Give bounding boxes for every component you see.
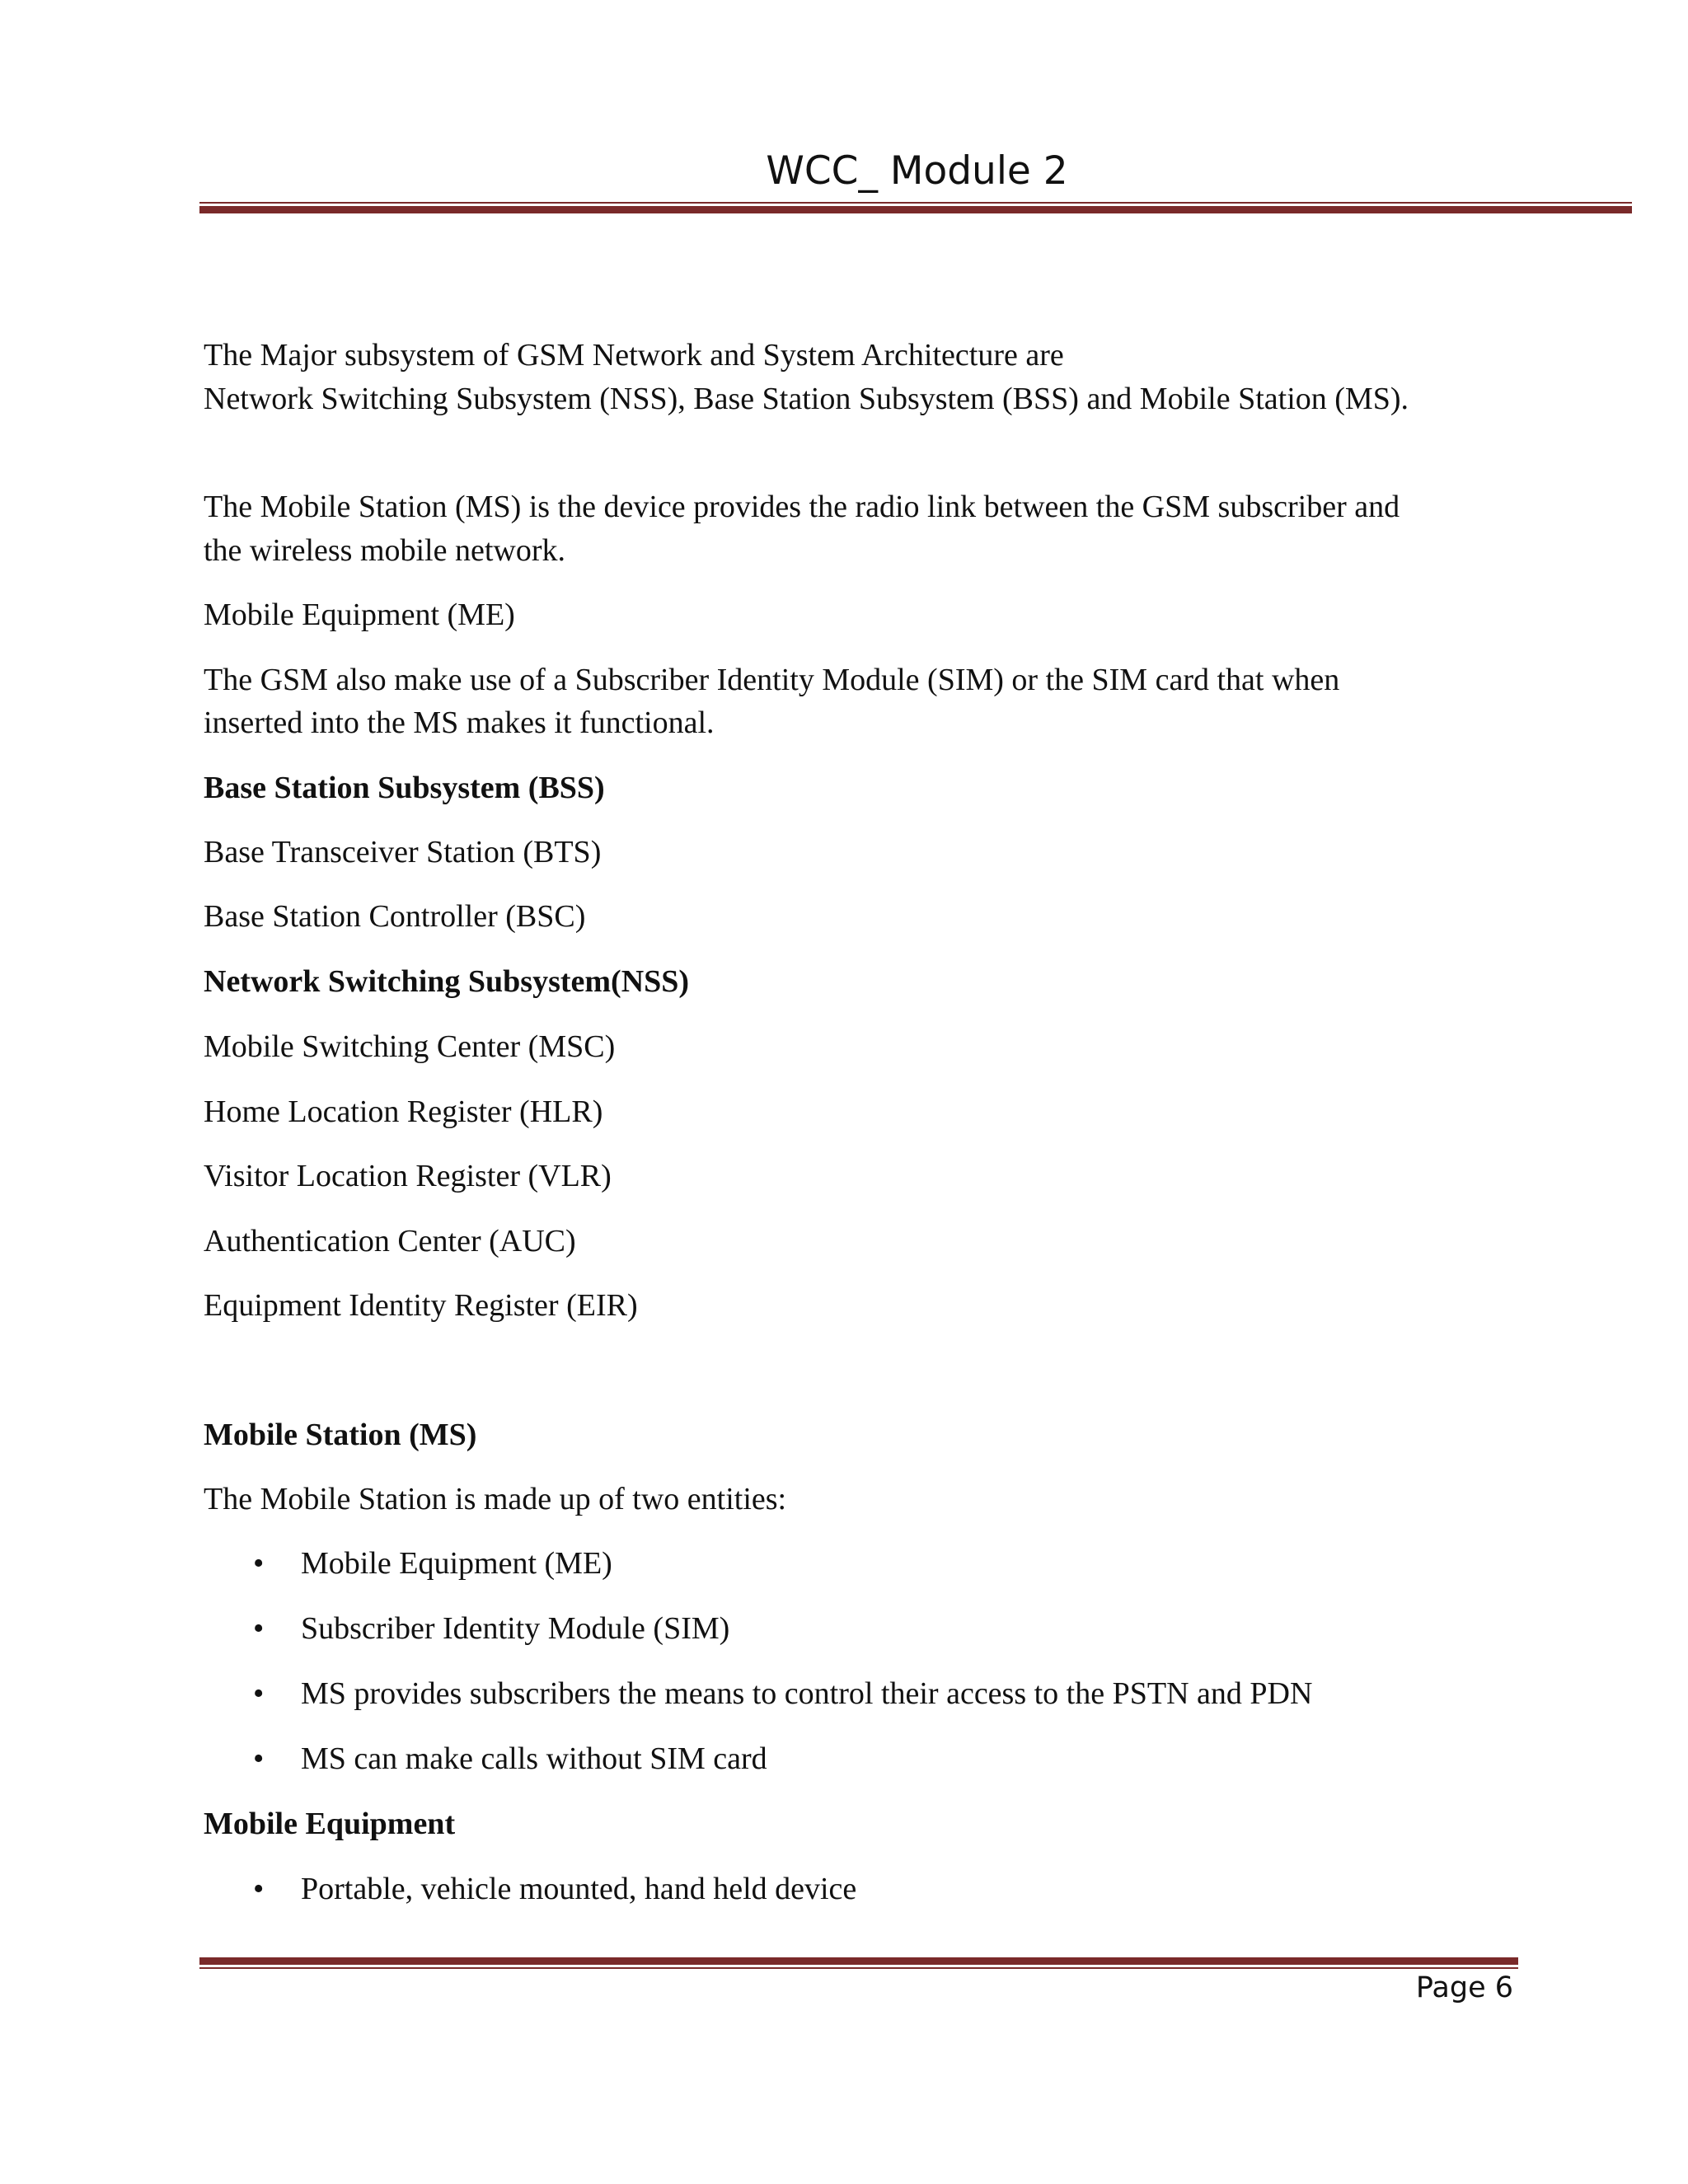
ms-intro: The Mobile Station is made up of two entities: [204, 1482, 787, 1516]
bss-item-bts: Base Transceiver Station (BTS) [204, 835, 602, 869]
nss-item-vlr: Visitor Location Register (VLR) [204, 1159, 612, 1193]
bullet-icon: • [253, 1611, 265, 1646]
ms-description-line-1: The Mobile Station (MS) is the device provides the radio link between the GSM subscriber and [204, 490, 1400, 524]
nss-item-eir: Equipment Identity Register (EIR) [204, 1288, 638, 1323]
intro-line-1: The Major subsystem of GSM Network and System Architecture are [204, 338, 1064, 373]
page-number: Page 6 [1415, 1971, 1513, 2004]
ms-bullet-access: MS provides subscribers the means to control their access to the PSTN and PDN [301, 1676, 1313, 1711]
me-bullet-device: Portable, vehicle mounted, hand held device [301, 1872, 857, 1906]
nss-heading: Network Switching Subsystem(NSS) [204, 964, 690, 999]
nss-item-auc: Authentication Center (AUC) [204, 1224, 576, 1258]
page-header-title: WCC_ Module 2 [766, 148, 1068, 194]
footer-rule-thick [199, 1957, 1518, 1965]
ms-heading: Mobile Station (MS) [204, 1418, 477, 1452]
bss-item-bsc: Base Station Controller (BSC) [204, 899, 586, 934]
ms-bullet-no-sim: MS can make calls without SIM card [301, 1741, 767, 1776]
bullet-icon: • [253, 1741, 265, 1776]
bss-heading: Base Station Subsystem (BSS) [204, 771, 605, 805]
ms-description-line-2: the wireless mobile network. [204, 533, 566, 568]
sim-description-line-1: The GSM also make use of a Subscriber Identity Module (SIM) or the SIM card that when [204, 663, 1340, 697]
bullet-icon: • [253, 1872, 265, 1906]
me-heading: Mobile Equipment [204, 1807, 456, 1841]
mobile-equipment-line: Mobile Equipment (ME) [204, 598, 515, 632]
bullet-icon: • [253, 1676, 265, 1711]
bullet-icon: • [253, 1546, 265, 1581]
header-rule-thick [199, 206, 1632, 213]
ms-bullet-me: Mobile Equipment (ME) [301, 1546, 612, 1581]
nss-item-msc: Mobile Switching Center (MSC) [204, 1029, 616, 1064]
ms-bullet-sim: Subscriber Identity Module (SIM) [301, 1611, 730, 1646]
header-rule-thin [199, 202, 1632, 204]
sim-description-line-2: inserted into the MS makes it functional. [204, 705, 715, 740]
nss-item-hlr: Home Location Register (HLR) [204, 1094, 603, 1129]
intro-line-2: Network Switching Subsystem (NSS), Base Station Subsystem (BSS) and Mobile Station (MS). [204, 382, 1409, 416]
footer-rule-thin [199, 1967, 1518, 1969]
